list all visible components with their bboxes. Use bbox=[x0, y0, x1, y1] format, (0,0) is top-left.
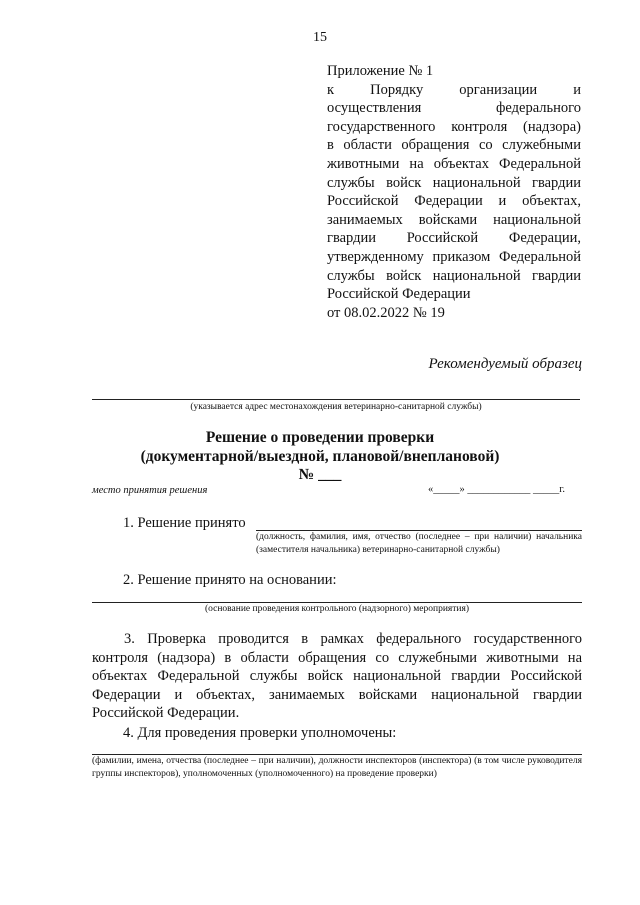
item4-label: 4. Для проведения проверки уполномочены: bbox=[123, 725, 397, 741]
appendix-line: к Порядку организации и bbox=[327, 81, 581, 98]
appendix-line: от 08.02.2022 № 19 bbox=[327, 304, 445, 321]
address-caption: (указывается адрес местонахождения ветеринарно-санитарной службы) bbox=[190, 402, 482, 412]
appendix-line: государственного контроля (надзора) bbox=[327, 118, 581, 135]
appendix-line: осуществления федерального bbox=[327, 100, 581, 117]
appendix-line: Приложение № 1 bbox=[327, 63, 434, 79]
appendix-line: Российской Федерации и объектах, bbox=[327, 193, 581, 210]
item4-caption: (фамилии, имена, отчества (последнее – при наличии), должности инспекторов (инспектора) (в том числе руководителя группы инспекторов), уполномоченных (уполномоченного) на проведение проверки) bbox=[92, 756, 582, 779]
appendix-line: Российской Федерации bbox=[327, 286, 471, 303]
item1-caption: (должность, фамилия, имя, отчество (последнее – при наличии) начальника (заместителя начальника) ветеринарно-санитарной службы) bbox=[256, 532, 582, 555]
address-line bbox=[92, 399, 580, 400]
decision-title-line1: Решение о проведении проверки bbox=[205, 429, 435, 446]
appendix-line: службы войск национальной гвардии bbox=[327, 267, 581, 284]
decision-title-line2: (документарной/выездной, плановой/внеплановой) bbox=[140, 448, 500, 465]
appendix-line: занимаемых войсками национальной bbox=[327, 211, 581, 228]
appendix-line: в области обращения со служебными bbox=[327, 137, 581, 154]
decision-number: № ___ bbox=[298, 466, 342, 483]
appendix-line: животными на объектах Федеральной bbox=[327, 155, 581, 172]
appendix-line: утвержденному приказом Федеральной bbox=[327, 248, 581, 265]
item1-label: 1. Решение принято bbox=[123, 515, 246, 531]
item2-caption: (основание проведения контрольного (надзорного) мероприятия) bbox=[204, 604, 470, 614]
appendix-line: гвардии Российской Федерации, bbox=[327, 230, 581, 247]
date-template: «_____» ____________ _____г. bbox=[428, 484, 565, 495]
appendix-line: службы войск национальной гвардии bbox=[327, 174, 581, 191]
appendix-header bbox=[327, 62, 581, 322]
item3-paragraph: 3. Проверка проводится в рамках федерального государственного контроля (надзора) в области обращения со служебными животными на объектах Федеральной службы войск национальной гвардии Российской Федерации и объектах, занимаемых войсками национальной гвардии Российской Федерации. bbox=[92, 631, 582, 721]
sample-label: Рекомендуемый образец bbox=[428, 356, 582, 372]
place-label: место принятия решения bbox=[92, 485, 208, 496]
item2-label: 2. Решение принято на основании: bbox=[123, 572, 337, 588]
page-number: 15 bbox=[313, 30, 327, 45]
